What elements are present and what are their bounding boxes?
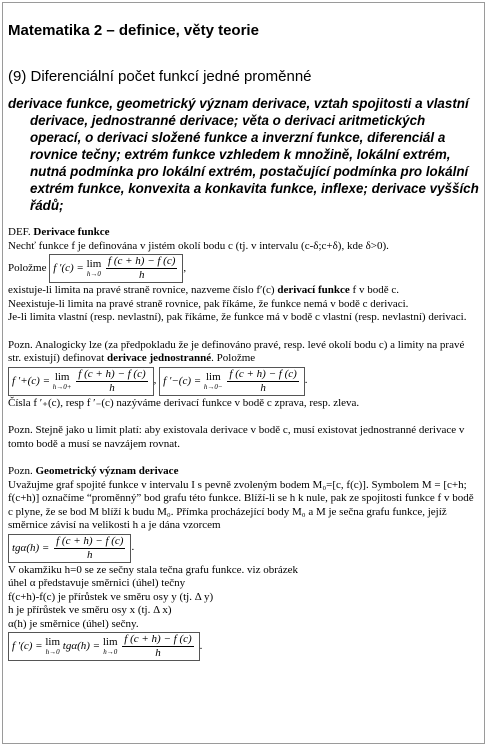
definition-section: [8, 226, 480, 325]
formula-fraction: [106, 256, 177, 281]
def-put: Položme: [8, 261, 47, 274]
tg-numerator: f (c + h) − f (c): [56, 534, 124, 547]
def-line-1: Nechť funkce f je definována v jistém okolí bodu c (tj. v intervalu (c-δ;c+δ), kde δ>0).: [8, 239, 389, 252]
minus-denominator: h: [260, 381, 266, 394]
lim-sub: h→0: [86, 270, 101, 278]
lim-minus: [204, 372, 223, 391]
final-lim-2: [103, 637, 118, 656]
geo-heading: [8, 465, 480, 479]
geo-text: Uvažujme graf spojité funkce v intervalu I s pevně zvoleným bodem M₀=[c, f(c)]. Symbolem M = [c+h; f(c+h)] označíme “proměnný” bod grafu této funkce. Blíží-li se h k nule, pak ze spojitosti funkce f v bodě c plyne, že se bod M blíží k budu M₀. Přímka procházející body M₀ a M je sečna grafu funkce, jejíž směrnice závisí na velikosti h a je dána vzorcem: [8, 478, 474, 531]
secant-slope-formula: [8, 534, 131, 563]
one-sided-formulas: [8, 367, 480, 396]
plus-denominator: h: [109, 381, 115, 394]
document-page: [2, 2, 485, 744]
def-line-2c: f v bodě c.: [349, 284, 399, 296]
lim-plus-sub: h→0+: [52, 382, 72, 391]
formula-lim: [87, 259, 102, 278]
note1-text-a: Pozn. Analogicky lze (za předpokladu že je definováno pravé, resp. levé okolí bodu c) a limity na pravé str. existují) definovat: [8, 338, 465, 364]
tg-end: .: [131, 541, 135, 554]
definition-heading: [8, 226, 480, 240]
final-lhs: f ′(c) =: [12, 640, 43, 653]
note1-text-c: . Položme: [211, 352, 256, 364]
final-numerator: f (c + h) − f (c): [124, 633, 192, 645]
tangent-formula: [8, 632, 200, 661]
tg-formula-row: [8, 534, 480, 563]
lim-text: lim: [86, 258, 102, 270]
f-minus-lhs: f ′−(c) =: [163, 374, 202, 387]
tg-lhs: tgα(h) =: [12, 541, 50, 554]
def-label: DEF.: [8, 226, 31, 238]
formula-comma: ,: [183, 261, 187, 274]
geo-line-2: úhel α představuje směrnici (úhel) tečny: [8, 577, 186, 589]
topics-list: derivace funkce, geometrický význam derivace, vztah spojitosti a vlastní derivace, jednostranné derivace; věta o derivaci aritmetických operací, o derivaci složené funkce a inverzní funkce, diferenciál a rovnice tečny; extrém funkce vzhledem k množině, lokální extrém, nutná podmínka pro lokální extrém, postačující podmínka pro lokální extrém funkce, konvexita a konkavita funkce, inflexe; derivace vyšších řádů;: [8, 96, 479, 213]
right-derivative-formula: [8, 367, 154, 396]
def-line-2: [8, 284, 480, 298]
final-denominator: h: [155, 647, 161, 659]
note-one-sided: [8, 339, 480, 411]
derivative-formula: [49, 254, 183, 283]
minus-numerator: f (c + h) − f (c): [229, 367, 297, 380]
document-content: [8, 11, 480, 662]
lim-minus-text: lim: [205, 370, 221, 383]
lim-plus: [53, 372, 72, 391]
plus-numerator: f (c + h) − f (c): [78, 367, 146, 380]
note2-text: Pozn. Stejně jako u limit platí: aby existovala derivace v bodě c, musí existovat jednostranné derivace v tomto bodě a musí se navzájem rovnat.: [8, 424, 465, 450]
note1-text: [8, 339, 480, 366]
def-line-2a: existuje-li limita na pravé straně rovnice, nazveme číslo f′(c): [8, 284, 278, 296]
lim-plus-text: lim: [54, 370, 70, 383]
final-lim-1: [45, 637, 60, 656]
geo-title: Geometrický význam derivace: [35, 465, 179, 477]
document-heading: Matematika 2 – definice, věty teorie: [8, 22, 259, 39]
final-mid: tgα(h) =: [62, 640, 101, 653]
f-plus-lhs: f ′+(c) =: [12, 374, 51, 387]
geo-line-4: h je přírůstek ve směru osy x (tj. Δ x): [8, 604, 172, 616]
note1-text-b: derivace jednostranné: [106, 352, 212, 364]
def-line-3: Neexistuje-li limita na pravé straně rovnice, pak říkáme, že funkce nemá v bodě c derivaci.: [8, 297, 409, 310]
geometric-section: [8, 465, 480, 661]
minus-fraction: [227, 369, 298, 394]
fraction-numerator: f (c + h) − f (c): [108, 255, 176, 267]
final-lim-1-sub: h→0: [45, 648, 60, 656]
geo-line-1: V okamžiku h=0 se ze sečny stala tečna grafu funkce. viz obrázek: [8, 563, 299, 576]
formula-lhs: f ′(c) =: [53, 262, 84, 275]
note-equality: [8, 424, 480, 451]
def-formula-row: [8, 254, 480, 283]
final-lim-2-sub: h→0: [103, 648, 118, 656]
note1-after: Čísla f ′₊(c), resp f ′₋(c) nazýváme derivací funkce v bodě c zprava, resp. zleva.: [8, 396, 360, 409]
geo-label: Pozn.: [8, 465, 33, 477]
def-line-4: Je-li limita vlastní (resp. nevlastní), pak říkáme, že funkce má v bodě c vlastní (resp. nevlastní) derivaci.: [8, 311, 467, 323]
plus-fraction: [76, 369, 147, 394]
formula-end: .: [304, 374, 308, 387]
final-lim-2-text: lim: [102, 636, 118, 648]
lim-minus-sub: h→0−: [203, 382, 223, 391]
def-title: Derivace funkce: [33, 226, 110, 238]
tg-denominator: h: [87, 548, 93, 561]
fraction-denominator: h: [138, 269, 145, 281]
left-derivative-formula: [159, 367, 305, 396]
geo-line-5: α(h) je směrnice (úhel) sečny.: [8, 617, 139, 630]
final-lim-1-text: lim: [45, 636, 61, 648]
chapter-title: (9) Diferenciální počet funkcí jedné proměnné: [8, 68, 312, 85]
formula-separator: ,: [153, 374, 157, 387]
final-end: .: [199, 639, 203, 652]
final-fraction: [122, 634, 193, 659]
def-line-2b: derivací funkce: [277, 284, 350, 296]
final-formula-row: [8, 632, 480, 661]
geo-line-3: f(c+h)-f(c) je přírůstek ve směru osy y (tj. Δ y): [8, 590, 214, 603]
tg-fraction: [54, 536, 125, 561]
